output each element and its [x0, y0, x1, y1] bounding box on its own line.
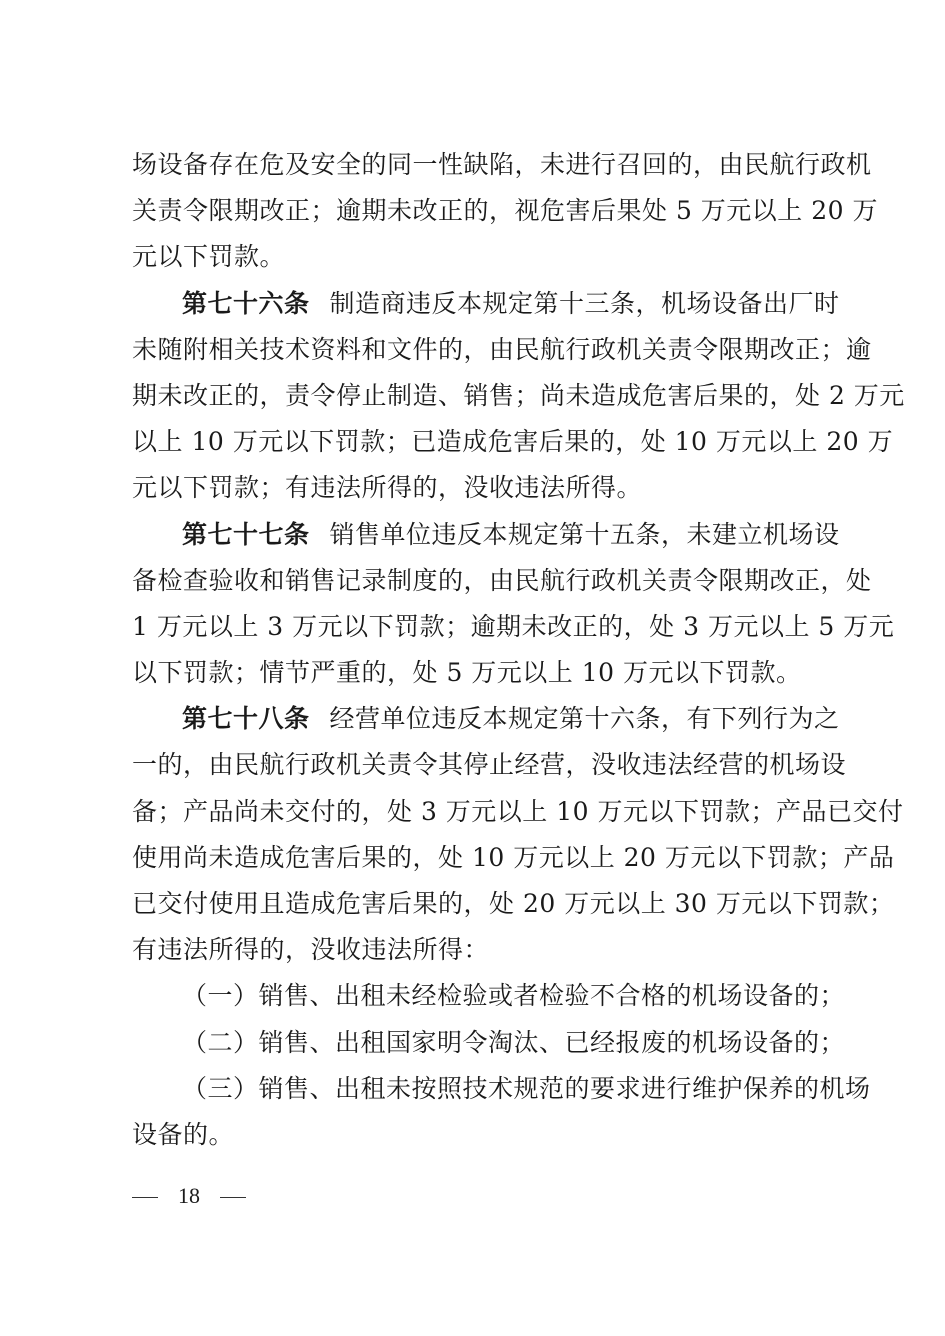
list-item-1 — [132, 973, 846, 1019]
text-line — [132, 512, 840, 558]
text-line: 设备的。 — [132, 1119, 235, 1149]
text-line: 备检查验收和销售记录制度的，由民航行政机关责令限期改正，处 — [132, 565, 872, 595]
text-line: 未随附相关技术资料和文件的，由民航行政机关责令限期改正；逾 — [132, 334, 872, 364]
text-line: 期未改正的，责令停止制造、销售；尚未造成危害后果的，处 2 万元 — [132, 380, 905, 410]
text-line: 一的，由民航行政机关责令其停止经营，没收违法经营的机场设 — [132, 750, 847, 780]
text-line: 备；产品尚未交付的，处 3 万元以上 10 万元以下罚款；产品已交付 — [132, 796, 904, 826]
page-footer — [132, 1181, 246, 1212]
text-line: 1 万元以上 3 万元以下罚款；逾期未改正的，处 3 万元以上 5 万元 — [132, 611, 895, 641]
text-segment: 销售单位违反本规定第十五条，未建立机场设 — [329, 519, 840, 549]
list-item-2 — [132, 1020, 846, 1066]
footer-dash-right — [220, 1197, 246, 1198]
text-line: 以上 10 万元以下罚款；已造成危害后果的，处 10 万元以上 20 万 — [132, 427, 894, 457]
article-heading: 第七十七条 — [182, 519, 310, 549]
page-number: 18 — [178, 1183, 200, 1208]
text-line: （二）销售、出租国家明令淘汰、已经报废的机场设备的； — [182, 1027, 846, 1057]
article-78 — [132, 696, 904, 973]
text-line: 关责令限期改正；逾期未改正的，视危害后果处 5 万元以上 20 万 — [132, 196, 879, 226]
article-76 — [132, 281, 905, 512]
text-line: 有违法所得的，没收违法所得： — [132, 935, 490, 965]
text-segment: 经营单位违反本规定第十六条，有下列行为之 — [329, 704, 840, 734]
text-line — [132, 696, 840, 742]
body-text — [132, 142, 905, 1158]
text-line: 元以下罚款。 — [132, 242, 286, 272]
article-heading: 第七十六条 — [182, 288, 310, 318]
text-line: （一）销售、出租未经检验或者检验不合格的机场设备的； — [182, 981, 846, 1011]
text-line: 已交付使用且造成危害后果的，处 20 万元以上 30 万元以下罚款； — [132, 889, 895, 918]
text-segment: 制造商违反本规定第十三条，机场设备出厂时 — [329, 288, 840, 318]
text-line: 场设备存在危及安全的同一性缺陷，未进行召回的，由民航行政机 — [132, 150, 872, 179]
text-line — [132, 281, 840, 327]
article-heading: 第七十八条 — [182, 704, 310, 734]
paragraph-continued — [132, 142, 879, 281]
footer-dash-left — [132, 1197, 158, 1198]
list-item-3 — [132, 1066, 871, 1158]
text-line: 以下罚款；情节严重的，处 5 万元以上 10 万元以下罚款。 — [132, 658, 802, 688]
text-line: 元以下罚款；有违法所得的，没收违法所得。 — [132, 473, 643, 503]
text-line: （三）销售、出租未按照技术规范的要求进行维护保养的机场 — [182, 1073, 871, 1103]
article-77 — [132, 512, 895, 697]
text-line: 使用尚未造成危害后果的，处 10 万元以上 20 万元以下罚款；产品 — [132, 842, 895, 872]
